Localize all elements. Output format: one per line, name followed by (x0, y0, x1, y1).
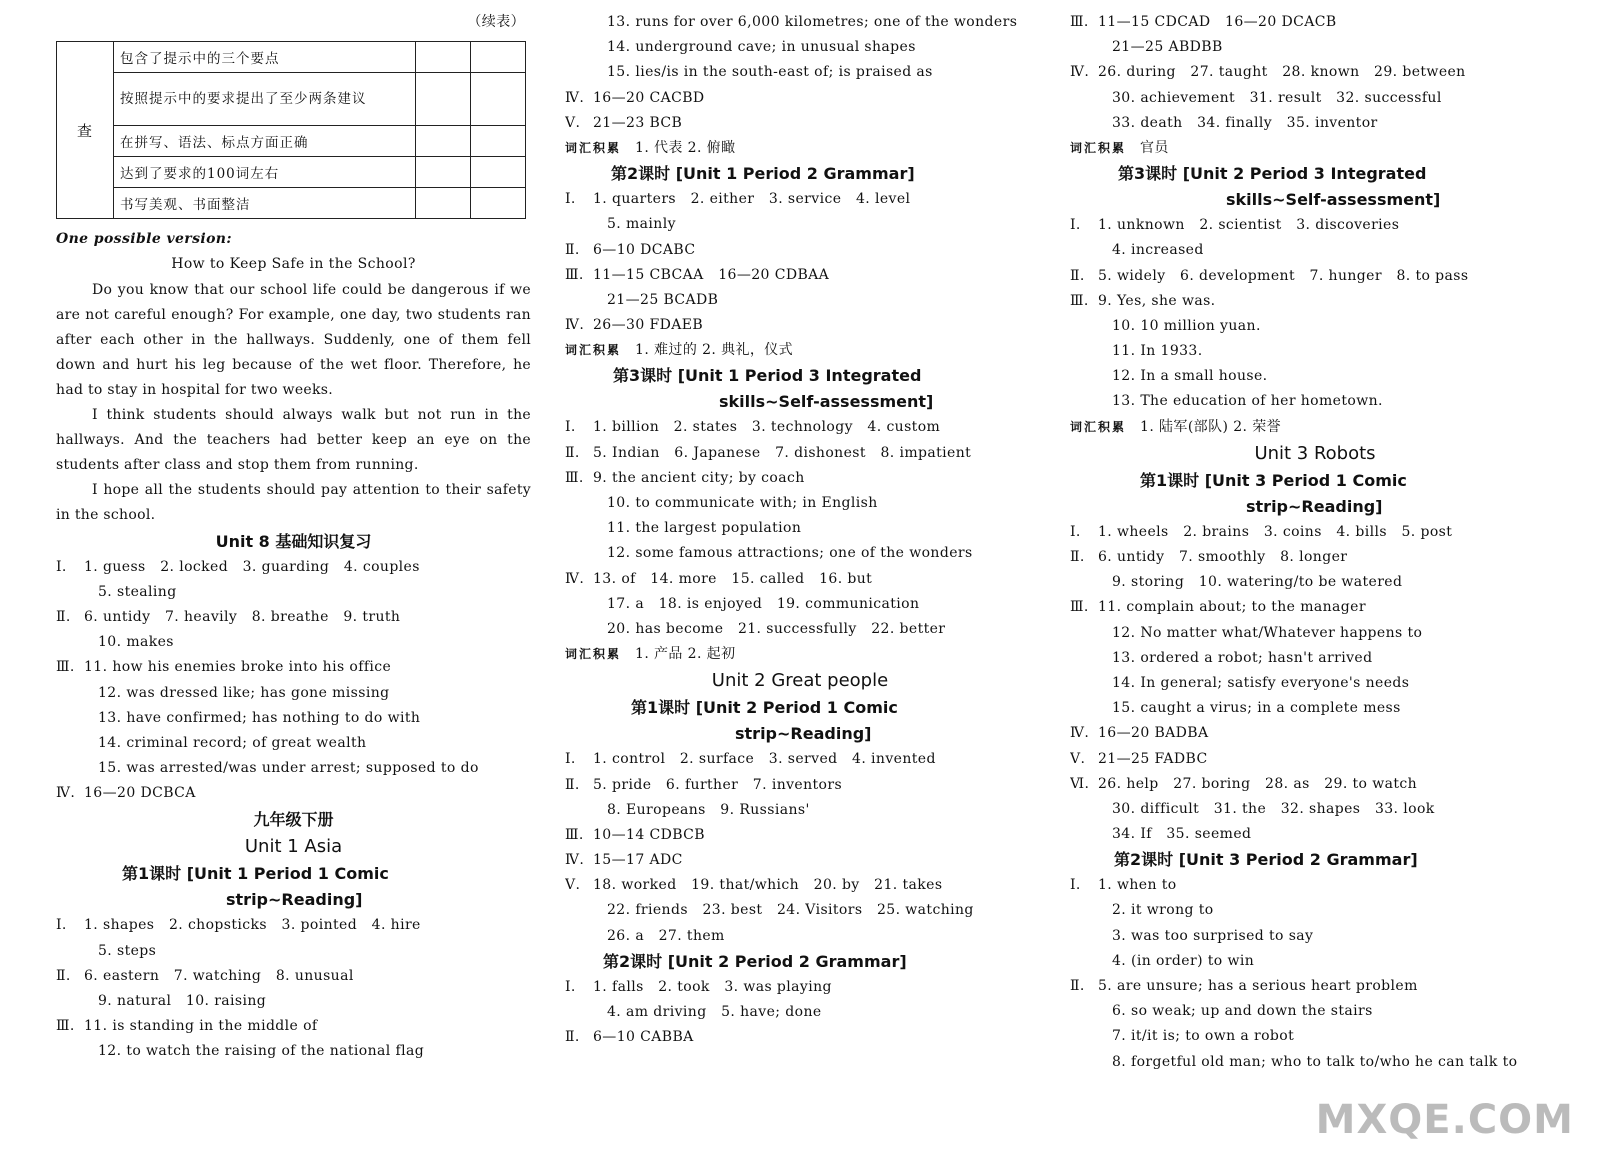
answer-text: 20. has become 21. successfully 22. better (607, 620, 946, 637)
roman-numeral: Ⅰ. (1070, 877, 1081, 894)
answer-line (1070, 924, 1560, 949)
answer-line (565, 773, 1035, 798)
roman-numeral: Ⅴ. (565, 114, 581, 131)
answer-text: 34. If 35. seemed (1112, 826, 1252, 843)
roman-numeral: Ⅳ. (56, 785, 76, 802)
answer-text: 13. ordered a robot; hasn't arrived (1112, 649, 1373, 666)
answer-text: 2. it wrong to (1112, 902, 1214, 919)
answer-text: 30. achievement 31. result 32. successful (1112, 89, 1442, 106)
roman-numeral: Ⅱ. (565, 1029, 580, 1046)
checklist-table (56, 41, 526, 219)
answer-text: 13. of 14. more 15. called 16. but (593, 570, 873, 587)
answer-line (565, 898, 1035, 923)
answer-line (1070, 86, 1560, 111)
answer-line (565, 466, 1035, 491)
roman-numeral: Ⅴ. (1070, 750, 1086, 767)
answer-text: 21—25 FADBC (1098, 750, 1208, 767)
roman-numeral: Ⅰ. (565, 191, 576, 208)
answer-text: 11. how his enemies broke into his office (84, 659, 392, 676)
answer-line (1070, 696, 1560, 721)
roman-numeral: Ⅲ. (565, 266, 584, 283)
answer-text: 14. In general; satisfy everyone's needs (1112, 674, 1410, 691)
period-title: 第1课时 [Unit 3 Period 1 Comic (1140, 470, 1407, 490)
roman-numeral: Ⅲ. (565, 826, 584, 843)
roman-numeral: Ⅱ. (1070, 549, 1085, 565)
answer-line (565, 567, 1035, 592)
answer-text: 8. forgetful old man; who to talk to/who he can talk to (1112, 1053, 1518, 1070)
answer-line (565, 187, 1035, 212)
vocab-values: 1. 产品 2. 起初 (635, 646, 736, 663)
answer-line (1070, 238, 1560, 263)
vocab-values: 1. 难过的 2. 典礼，仪式 (635, 342, 794, 359)
answer-text: 21—23 BCB (593, 114, 683, 131)
answer-line (565, 35, 1035, 60)
answer-text: 14. underground cave; in unusual shapes (607, 39, 916, 56)
unit2-heading: Unit 2 Great people (711, 670, 889, 692)
answer-text: 15. lies/is in the south-east of; is praised as (607, 64, 933, 81)
unit3-heading: Unit 3 Robots (1254, 442, 1376, 464)
column-middle (565, 10, 1035, 1050)
answer-text: 11—15 CDCAD 16—20 DCACB (1098, 14, 1337, 30)
answer-line (1070, 10, 1560, 35)
answer-line (565, 1025, 1035, 1050)
u1p1-answers-cont (565, 10, 1035, 136)
roman-numeral: Ⅲ. (565, 469, 584, 486)
answer-text: 15. was arrested/was under arrest; supposed to do (98, 760, 479, 777)
answer-text: 21—25 BCADB (607, 291, 719, 308)
period-title-cont: skills~Self-assessment] (719, 392, 934, 412)
u2p2-answers (565, 975, 1035, 1051)
answer-text: 5. steps (98, 942, 157, 959)
answer-line (1070, 289, 1560, 314)
answer-line (1070, 999, 1560, 1024)
roman-numeral: Ⅲ. (1070, 292, 1089, 309)
answer-text: 12. No matter what/Whatever happens to (1112, 624, 1423, 641)
answer-text: 12. to watch the raising of the national flag (98, 1043, 425, 1060)
u3p1-answers (1070, 520, 1560, 847)
roman-numeral: Ⅳ. (565, 317, 585, 334)
period-title: 第3课时 [Unit 1 Period 3 Integrated (613, 366, 922, 386)
answer-line (565, 798, 1035, 823)
answer-text: 11. is standing in the middle of (84, 1018, 318, 1035)
answer-line (565, 288, 1035, 313)
answer-line (1070, 264, 1560, 289)
answer-text: 26. a 27. them (607, 927, 725, 944)
column-right (1070, 10, 1560, 1075)
period-title: 第2课时 [Unit 3 Period 2 Grammar] (1114, 850, 1418, 870)
answer-text: 22. friends 23. best 24. Visitors 25. watching (607, 902, 974, 919)
answer-line (565, 823, 1035, 848)
answer-line (565, 441, 1035, 466)
answer-line (565, 10, 1035, 35)
vocab-label: 词汇积累 (565, 343, 622, 358)
answer-line (565, 924, 1035, 949)
answer-line (56, 989, 531, 1014)
answer-line (56, 681, 531, 706)
answer-text: 13. The education of her hometown. (1112, 393, 1383, 410)
answer-line (1070, 621, 1560, 646)
answer-line (1070, 797, 1560, 822)
answer-line (1070, 364, 1560, 389)
answer-text: 1. guess 2. locked 3. guarding 4. couples (84, 558, 420, 575)
answer-text: 1. shapes 2. chopsticks 3. pointed 4. hire (84, 917, 421, 934)
version-label: One possible version: (56, 231, 232, 248)
period-title: 第2课时 [Unit 2 Period 2 Grammar] (603, 951, 907, 971)
answer-line (565, 541, 1035, 566)
vocab-values: 官员 (1140, 139, 1169, 156)
table-key: 查 (57, 42, 114, 219)
answer-line (1070, 747, 1560, 772)
answer-text: 12. In a small house. (1112, 368, 1268, 385)
answer-line (1070, 646, 1560, 671)
table-row: 在拼写、语法、标点方面正确 (114, 126, 416, 157)
roman-numeral: Ⅰ. (56, 917, 67, 934)
answer-text: 33. death 34. finally 35. inventor (1112, 114, 1378, 131)
answer-text: 5. are unsure; has a serious heart problem (1098, 978, 1418, 994)
roman-numeral: Ⅳ. (565, 89, 585, 106)
answer-line (56, 580, 531, 605)
answer-text: 1. control 2. surface 3. served 4. invented (593, 751, 936, 768)
period-title: 第1课时 [Unit 1 Period 1 Comic (122, 864, 389, 884)
u2p3-answers (1070, 213, 1560, 415)
roman-numeral: Ⅱ. (565, 444, 580, 461)
answer-line (565, 212, 1035, 237)
roman-numeral: Ⅲ. (56, 659, 75, 676)
answer-text: 5. stealing (98, 583, 177, 600)
roman-numeral: Ⅰ. (1070, 217, 1081, 234)
answer-line (565, 415, 1035, 440)
answer-text: 12. some famous attractions; one of the wonders (607, 545, 973, 562)
u1p3-answers (565, 415, 1035, 642)
u2p1-answers (565, 747, 1035, 949)
answer-line (56, 913, 531, 938)
answer-line (1070, 873, 1560, 898)
answer-text: 26—30 FDAEB (593, 317, 704, 334)
answer-text: 26. help 27. boring 28. as 29. to watch (1098, 775, 1418, 792)
answer-line (56, 706, 531, 731)
answer-text: 5. Indian 6. Japanese 7. dishonest 8. impatient (593, 444, 972, 461)
answer-line (565, 111, 1035, 136)
vocab-label: 词汇积累 (565, 140, 622, 155)
answer-line (1070, 35, 1560, 60)
answer-text: 6. untidy 7. heavily 8. breathe 9. truth (84, 608, 401, 625)
answer-text: 26. during 27. taught 28. known 29. between (1098, 64, 1466, 81)
roman-numeral: Ⅵ. (1070, 775, 1090, 792)
answer-line (1070, 213, 1560, 238)
vocab-values: 1. 陆军(部队) 2. 荣誉 (1140, 418, 1282, 435)
answer-line (56, 939, 531, 964)
answer-text: 18. worked 19. that/which 20. by 21. takes (593, 877, 943, 894)
answer-text: 1. quarters 2. either 3. service 4. level (593, 191, 911, 208)
answer-line (1070, 111, 1560, 136)
answer-text: 17. a 18. is enjoyed 19. communication (607, 595, 920, 612)
answer-line (1070, 898, 1560, 923)
period-title: 第2课时 [Unit 1 Period 2 Grammar] (611, 164, 915, 184)
answer-line (565, 491, 1035, 516)
watermark: MXQE.COM (1315, 1097, 1574, 1143)
answer-text: 9. natural 10. raising (98, 993, 267, 1009)
answer-line (56, 1039, 531, 1064)
table-row: 达到了要求的100词左右 (114, 157, 416, 188)
answer-text: 12. was dressed like; has gone missing (98, 684, 390, 701)
answer-text: 10. to communicate with; in English (607, 495, 878, 511)
answer-line (1070, 60, 1560, 85)
answer-text: 6. untidy 7. smoothly 8. longer (1098, 549, 1348, 565)
answer-line (1070, 595, 1560, 620)
roman-numeral: Ⅰ. (565, 978, 576, 995)
answer-text: 1. falls 2. took 3. was playing (593, 978, 832, 995)
unit1-heading: Unit 1 Asia (244, 836, 343, 858)
answer-text: 30. difficult 31. the 32. shapes 33. look (1112, 800, 1435, 817)
roman-numeral: Ⅱ. (1070, 978, 1085, 994)
answer-line (1070, 570, 1560, 595)
grade-heading: 九年级下册 (253, 810, 334, 830)
answer-text: 4. (in order) to win (1112, 952, 1255, 969)
roman-numeral: Ⅰ. (565, 751, 576, 768)
answer-text: 6—10 DCABC (593, 241, 696, 258)
answer-line (56, 555, 531, 580)
answer-line (1070, 974, 1560, 999)
answer-line (56, 1014, 531, 1039)
answer-line (1070, 671, 1560, 696)
answer-line (56, 630, 531, 655)
unit8-heading: Unit 8 基础知识复习 (215, 531, 372, 551)
vocab-label: 词汇积累 (1070, 140, 1127, 155)
answer-line (1070, 1050, 1560, 1075)
answer-text: 5. mainly (607, 216, 676, 233)
answer-text: 10—14 CDBCB (593, 826, 705, 843)
table-row: 按照提示中的要求提出了至少两条建议 (114, 73, 416, 126)
answer-line (565, 238, 1035, 263)
answer-text: 8. Europeans 9. Russians' (607, 801, 810, 818)
answer-line (565, 617, 1035, 642)
answer-line (565, 975, 1035, 1000)
answer-text: 15—17 ADC (593, 852, 683, 869)
roman-numeral: Ⅰ. (56, 558, 67, 575)
answer-text: 21—25 ABDBB (1112, 39, 1223, 56)
answer-text: 7. it/it is; to own a robot (1112, 1028, 1295, 1045)
vocab-values: 1. 代表 2. 俯瞰 (635, 139, 736, 156)
answer-text: 13. runs for over 6,000 kilometres; one of the wonders (607, 14, 1018, 30)
answer-line (1070, 1024, 1560, 1049)
answer-text: 4. am driving 5. have; done (607, 1004, 822, 1020)
answer-line (565, 592, 1035, 617)
answer-line (56, 655, 531, 680)
roman-numeral: Ⅱ. (56, 608, 71, 625)
roman-numeral: Ⅱ. (565, 776, 580, 793)
u3p2-answers (1070, 873, 1560, 1075)
table-row: 包含了提示中的三个要点 (114, 42, 416, 73)
roman-numeral: Ⅲ. (1070, 599, 1089, 616)
period-title-cont: strip~Reading] (226, 890, 363, 910)
answer-line (1070, 520, 1560, 545)
answer-line (56, 731, 531, 756)
answer-text: 6—10 CABBA (593, 1029, 694, 1046)
answer-text: 1. unknown 2. scientist 3. discoveries (1098, 217, 1400, 234)
answer-line (56, 781, 531, 806)
roman-numeral: Ⅳ. (1070, 725, 1090, 742)
answer-text: 16—20 CACBD (593, 89, 705, 106)
roman-numeral: Ⅳ. (565, 852, 585, 869)
answer-text: 1. wheels 2. brains 3. coins 4. bills 5. post (1098, 523, 1453, 540)
vocab-accum (565, 136, 1035, 161)
table-row: 书写美观、书面整洁 (114, 188, 416, 219)
answer-text: 5. widely 6. development 7. hunger 8. to pass (1098, 267, 1469, 284)
essay-body (56, 278, 531, 528)
answer-line (1070, 545, 1560, 570)
answer-line (565, 1000, 1035, 1025)
roman-numeral: Ⅱ. (565, 241, 580, 258)
essay-paragraph: Do you know that our school life could be dangerous if we are not careful enough? For example, one day, two students ran after each other in the hallways. Suddenly, one of them fell down and hurt his leg because of the wet floor. Therefore, he had to stay in hospital for two weeks. (56, 281, 531, 398)
answer-text: 13. have confirmed; has nothing to do with (98, 709, 421, 726)
answer-text: 11—15 CBCAA 16—20 CDBAA (593, 266, 830, 283)
vocab-accum (1070, 415, 1560, 440)
essay-title: How to Keep Safe in the School? (171, 256, 416, 273)
roman-numeral: Ⅰ. (1070, 523, 1081, 540)
answer-text: 11. the largest population (607, 520, 802, 537)
answer-line (1070, 314, 1560, 339)
answer-text: 6. eastern 7. watching 8. unusual (84, 967, 354, 984)
essay-paragraph: I think students should always walk but not run in the hallways. And the teachers had better keep an eye on the students after class and stop them from running. (56, 406, 531, 473)
roman-numeral: Ⅳ. (1070, 64, 1090, 81)
essay-paragraph: I hope all the students should pay attention to their safety in the school. (56, 481, 531, 523)
roman-numeral: Ⅱ. (1070, 267, 1085, 284)
answer-text: 11. complain about; to the manager (1098, 599, 1366, 616)
answer-text: 9. the ancient city; by coach (593, 469, 805, 486)
roman-numeral: Ⅲ. (56, 1018, 75, 1035)
answer-line (56, 756, 531, 781)
answer-line (1070, 822, 1560, 847)
answer-line (565, 263, 1035, 288)
period-title-cont: strip~Reading] (1246, 496, 1383, 516)
answer-text: 4. increased (1112, 242, 1204, 259)
vocab-label: 词汇积累 (565, 647, 622, 662)
roman-numeral: Ⅴ. (565, 877, 581, 894)
answer-text: 10. 10 million yuan. (1112, 317, 1261, 334)
answer-line (565, 516, 1035, 541)
answer-line (1070, 772, 1560, 797)
period-title: 第1课时 [Unit 2 Period 1 Comic (631, 698, 898, 718)
answer-line (565, 747, 1035, 772)
answer-line (56, 605, 531, 630)
answer-text: 5. pride 6. further 7. inventors (593, 776, 843, 793)
continued-label: （续表） (467, 14, 525, 30)
answer-text: 15. caught a virus; in a complete mess (1112, 700, 1401, 717)
vocab-accum (565, 338, 1035, 363)
answer-text: 14. criminal record; of great wealth (98, 734, 367, 751)
answer-text: 1. when to (1098, 877, 1177, 894)
period-title-cont: skills~Self-assessment] (1226, 190, 1441, 210)
answer-text: 9. Yes, she was. (1098, 292, 1216, 309)
answer-line (1070, 339, 1560, 364)
vocab-label: 词汇积累 (1070, 419, 1127, 434)
roman-numeral: Ⅲ. (1070, 14, 1089, 30)
period-title: 第3课时 [Unit 2 Period 3 Integrated (1118, 164, 1427, 184)
answer-text: 1. billion 2. states 3. technology 4. custom (593, 419, 941, 436)
answer-line (1070, 389, 1560, 414)
u1p2-answers (565, 187, 1035, 338)
answer-text: 11. In 1933. (1112, 343, 1203, 360)
answer-line (1070, 721, 1560, 746)
vocab-accum (1070, 136, 1560, 161)
answer-line (565, 313, 1035, 338)
unit8-answers (56, 555, 531, 807)
answer-text: 10. makes (98, 634, 174, 651)
u2p2-answers-cont (1070, 10, 1560, 136)
answer-line (565, 60, 1035, 85)
roman-numeral: Ⅱ. (56, 967, 71, 984)
column-left (56, 10, 531, 1065)
answer-text: 3. was too surprised to say (1112, 927, 1314, 944)
answer-line (565, 873, 1035, 898)
answer-text: 6. so weak; up and down the stairs (1112, 1003, 1373, 1020)
answer-line (565, 86, 1035, 111)
answer-text: 16—20 DCBCA (84, 785, 196, 802)
u1p1-answers (56, 913, 531, 1064)
roman-numeral: Ⅳ. (565, 570, 585, 587)
roman-numeral: Ⅰ. (565, 419, 576, 436)
answer-text: 9. storing 10. watering/to be watered (1112, 574, 1403, 591)
answer-line (56, 964, 531, 989)
period-title-cont: strip~Reading] (735, 724, 872, 744)
vocab-accum (565, 642, 1035, 667)
answer-line (1070, 949, 1560, 974)
answer-text: 16—20 BADBA (1098, 725, 1209, 742)
answer-line (565, 848, 1035, 873)
